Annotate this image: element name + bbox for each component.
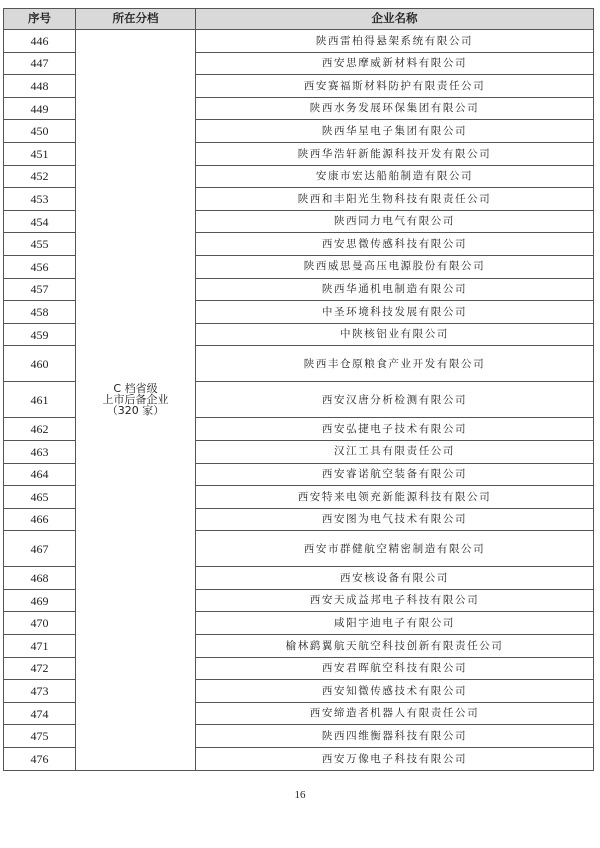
category-line3: （320 家） (106, 404, 165, 418)
company-name: 西安赛福斯材料防护有限责任公司 (196, 75, 594, 98)
row-index: 466 (4, 508, 76, 531)
row-index: 448 (4, 75, 76, 98)
row-index: 460 (4, 346, 76, 382)
company-name: 西安万像电子科技有限公司 (196, 748, 594, 771)
row-index: 473 (4, 680, 76, 703)
company-name: 陕西威思曼高压电源股份有限公司 (196, 255, 594, 278)
header-category: 所在分档 (76, 9, 196, 30)
row-index: 475 (4, 725, 76, 748)
row-index: 476 (4, 748, 76, 771)
company-name: 西安思微传感科技有限公司 (196, 233, 594, 256)
company-name: 西安君晖航空科技有限公司 (196, 657, 594, 680)
company-name: 西安图为电气技术有限公司 (196, 508, 594, 531)
row-index: 459 (4, 323, 76, 346)
company-name: 陕西雷柏得悬架系统有限公司 (196, 30, 594, 53)
row-index: 468 (4, 567, 76, 590)
company-name: 西安弘捷电子技术有限公司 (196, 418, 594, 441)
company-name: 西安汉唐分析检测有限公司 (196, 382, 594, 418)
table-header-row (4, 9, 594, 30)
company-name: 西安天成益邦电子科技有限公司 (196, 589, 594, 612)
table-row (4, 30, 594, 53)
company-name: 中陕核铝业有限公司 (196, 323, 594, 346)
company-name: 安康市宏达船舶制造有限公司 (196, 165, 594, 188)
company-name: 陕西和丰阳光生物科技有限责任公司 (196, 188, 594, 211)
row-index: 472 (4, 657, 76, 680)
company-name: 汉江工具有限责任公司 (196, 440, 594, 463)
row-index: 474 (4, 702, 76, 725)
row-index: 452 (4, 165, 76, 188)
row-index: 447 (4, 52, 76, 75)
company-name: 陕西华星电子集团有限公司 (196, 120, 594, 143)
row-index: 456 (4, 255, 76, 278)
company-name: 陕西水务发展环保集团有限公司 (196, 97, 594, 120)
category-line1: C 档省级 (113, 382, 158, 396)
company-name: 榆林鹞翼航天航空科技创新有限责任公司 (196, 635, 594, 658)
row-index: 457 (4, 278, 76, 301)
row-index: 462 (4, 418, 76, 441)
category-line2: 上市后备企业 (102, 393, 169, 407)
row-index: 463 (4, 440, 76, 463)
company-name: 西安缔造者机器人有限责任公司 (196, 702, 594, 725)
row-index: 461 (4, 382, 76, 418)
company-name: 西安睿诺航空装备有限公司 (196, 463, 594, 486)
page-number: 16 (294, 789, 306, 801)
company-list-table (3, 8, 594, 771)
row-index: 451 (4, 142, 76, 165)
company-name: 西安特来电领充新能源科技有限公司 (196, 486, 594, 509)
row-index: 450 (4, 120, 76, 143)
row-index: 471 (4, 635, 76, 658)
company-name: 陕西同力电气有限公司 (196, 210, 594, 233)
row-index: 458 (4, 301, 76, 324)
company-name: 陕西华通机电制造有限公司 (196, 278, 594, 301)
row-index: 449 (4, 97, 76, 120)
row-index: 455 (4, 233, 76, 256)
row-index: 453 (4, 188, 76, 211)
row-index: 467 (4, 531, 76, 567)
company-name: 西安市群健航空精密制造有限公司 (196, 531, 594, 567)
company-name: 陕西华浩轩新能源科技开发有限公司 (196, 142, 594, 165)
row-index: 465 (4, 486, 76, 509)
company-name: 西安核设备有限公司 (196, 567, 594, 590)
category-cell (76, 30, 196, 771)
company-name: 咸阳宇迪电子有限公司 (196, 612, 594, 635)
company-name: 西安知微传感技术有限公司 (196, 680, 594, 703)
company-name: 陕西丰仓原粮食产业开发有限公司 (196, 346, 594, 382)
row-index: 469 (4, 589, 76, 612)
row-index: 454 (4, 210, 76, 233)
company-name: 陕西四维衡器科技有限公司 (196, 725, 594, 748)
row-index: 470 (4, 612, 76, 635)
header-company: 企业名称 (196, 9, 594, 30)
row-index: 464 (4, 463, 76, 486)
company-name: 中圣环境科技发展有限公司 (196, 301, 594, 324)
row-index: 446 (4, 30, 76, 53)
header-index: 序号 (4, 9, 76, 30)
company-name: 西安思摩威新材料有限公司 (196, 52, 594, 75)
